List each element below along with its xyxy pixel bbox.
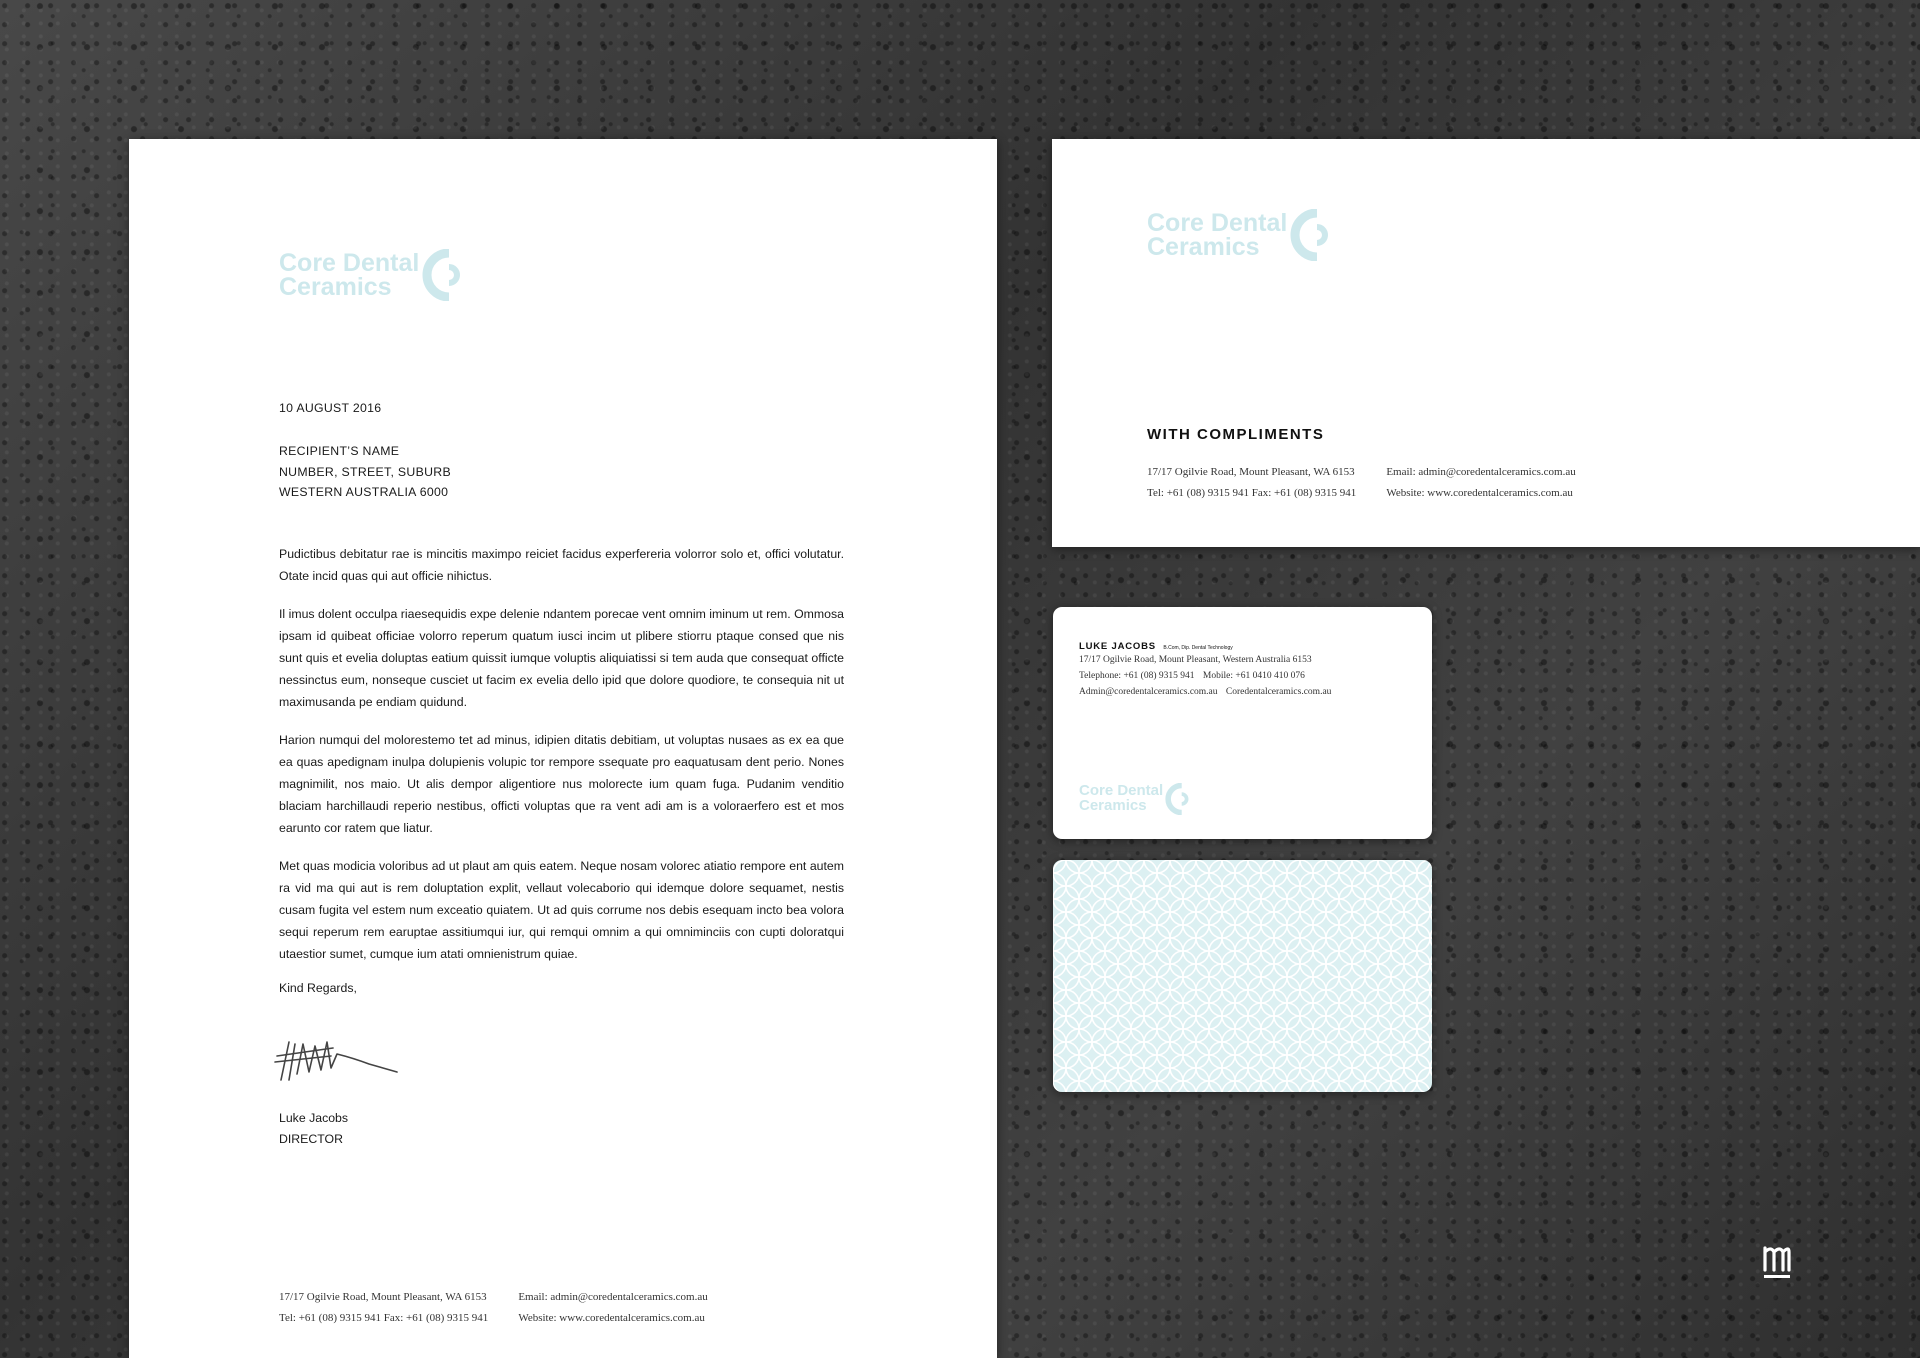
logo-line-2: Ceramics bbox=[1147, 233, 1260, 261]
letter-closing: Kind Regards, bbox=[279, 980, 357, 995]
card-phones bbox=[1079, 668, 1331, 684]
card-credentials: B.Com, Dip. Dental Technology bbox=[1163, 645, 1233, 651]
letterhead-logo bbox=[279, 249, 467, 301]
c-arc-logo-icon bbox=[1163, 783, 1193, 815]
card-web bbox=[1079, 684, 1331, 700]
logo-line-1: Core Dental bbox=[1147, 208, 1288, 237]
footer-address-col bbox=[1147, 462, 1356, 503]
letter-date: 10 AUGUST 2016 bbox=[279, 401, 382, 415]
recipient-address bbox=[279, 441, 844, 503]
compliments-logo bbox=[1147, 209, 1335, 261]
recipient-line: RECIPIENT’S NAME bbox=[279, 444, 400, 458]
signatory-name: Luke Jacobs bbox=[279, 1111, 349, 1125]
card-mobile: Mobile: +61 0410 410 076 bbox=[1202, 671, 1305, 681]
logo-line-1: Core Dental bbox=[1079, 782, 1164, 800]
logo-wordmark bbox=[1147, 208, 1288, 261]
footer-address-col bbox=[279, 1287, 488, 1328]
compliments-footer bbox=[1147, 462, 1606, 503]
footer-web-col bbox=[518, 1287, 707, 1328]
logo-line-1: Core Dental bbox=[279, 248, 420, 277]
card-details bbox=[1079, 652, 1331, 700]
recipient-line: NUMBER, STREET, SUBURB bbox=[279, 464, 451, 479]
logo-line-2: Ceramics bbox=[279, 273, 392, 301]
footer-phone: Tel: +61 (08) 9315 941 Fax: +61 (08) 9315 941 bbox=[1147, 486, 1357, 499]
footer-phone: Tel: +61 (08) 9315 941 Fax: +61 (08) 9315 941 bbox=[279, 1311, 489, 1324]
letter-paragraph: Pudictibus debitatur rae is mincitis maximpo reiciet facidus experfereria volorror solo et, offici volutatur. Otate incid quas qui aut officie nihictus. bbox=[279, 546, 844, 583]
card-logo bbox=[1079, 783, 1193, 815]
compliments-title: WITH COMPLIMENTS bbox=[1147, 426, 1325, 443]
letter-body bbox=[279, 401, 844, 995]
card-telephone: Telephone: +61 (08) 9315 941 bbox=[1079, 671, 1195, 681]
card-name: LUKE JACOBS bbox=[1079, 641, 1156, 652]
business-card-back bbox=[1053, 860, 1432, 1092]
card-website: Coredentalceramics.com.au bbox=[1225, 687, 1332, 697]
footer-email: Email: admin@coredentalceramics.com.au bbox=[518, 1291, 708, 1303]
letter-paragraph: Harion numqui del molorestemo tet ad minus, idipien ditatis debitiam, ut voluptas nusaes as ex ea que ea quas apedignam inulpa dolupienis volupic tor rempore ssequate pro eaquatusam dent perio. Nones magnimilit, nos maio. Ut alis dempor aligentiore nus molorecte ium quam fuga. Pudanim venditio blaciam harchillaudi reperio nestibus, officti voluptas que ra vent adi am is a voloraerfero est et mos earunto cor ratem que liatur. bbox=[279, 732, 844, 835]
logo-wordmark bbox=[279, 248, 420, 301]
c-arc-logo-icon bbox=[419, 249, 467, 301]
circle-lattice-pattern bbox=[1053, 860, 1432, 1092]
letterhead-sheet bbox=[129, 139, 997, 1358]
compliments-slip bbox=[1052, 139, 1920, 547]
c-arc-logo-icon bbox=[1287, 209, 1335, 261]
handwritten-signature bbox=[273, 1034, 403, 1090]
letter-paragraph: Il imus dolent occulpa riaesequidis expe delenie ndantem porecae vent omnim iminum ut rem. Ommosa ipsam id quibeat officiae volorro reperum quatum iusci incim ut plibere stiorru ptaque consed que nis sunt quis et evelia doluptas eatium quissit iumque voluptis aliquiatissi si tem auda que consequat officte nessinctus eum, nonseque cusciet ut facim ex evelia dello ipid que dolore quodiore, te consequia nit ut maximusanda pe endiam quidund. bbox=[279, 606, 844, 709]
m-monogram-icon bbox=[1762, 1242, 1792, 1282]
footer-address: 17/17 Ogilvie Road, Mount Pleasant, WA 6153 bbox=[279, 1291, 487, 1303]
letterhead-footer bbox=[279, 1287, 738, 1328]
footer-web-col bbox=[1386, 462, 1575, 503]
footer-website: Website: www.coredentalceramics.com.au bbox=[1386, 486, 1573, 499]
business-card-front bbox=[1053, 607, 1432, 839]
footer-address: 17/17 Ogilvie Road, Mount Pleasant, WA 6153 bbox=[1147, 466, 1355, 478]
signatory-title: DIRECTOR bbox=[279, 1131, 343, 1146]
logo-wordmark bbox=[1079, 784, 1163, 813]
footer-email: Email: admin@coredentalceramics.com.au bbox=[1386, 466, 1576, 478]
card-email: Admin@coredentalceramics.com.au bbox=[1079, 687, 1218, 697]
recipient-line: WESTERN AUSTRALIA 6000 bbox=[279, 485, 449, 499]
letter-paragraphs bbox=[279, 543, 844, 965]
letter-paragraph: Met quas modicia voloribus ad ut plaut am quis eatem. Neque nosam volorec atiatio rempore ent autem ra vid ma qui aut is rem doluptation explit, vellaut volecaborio qui idemque dolore sequamet, nestis cusam fugita vel estem num exceatio quiatem. Ut ad quis corrume nos debis esequam incto bea volora sequi reperum rem earuptae assitiumqui iur, qui remqui omnim a qui omniminciis con cupti doloratqui utaestior sumet, cumque ium atati omnienistrum quiae. bbox=[279, 858, 844, 961]
logo-line-2: Ceramics bbox=[1079, 797, 1147, 814]
card-address: 17/17 Ogilvie Road, Mount Pleasant, Western Australia 6153 bbox=[1079, 655, 1312, 665]
footer-website: Website: www.coredentalceramics.com.au bbox=[518, 1311, 705, 1324]
signatory bbox=[279, 1108, 348, 1149]
